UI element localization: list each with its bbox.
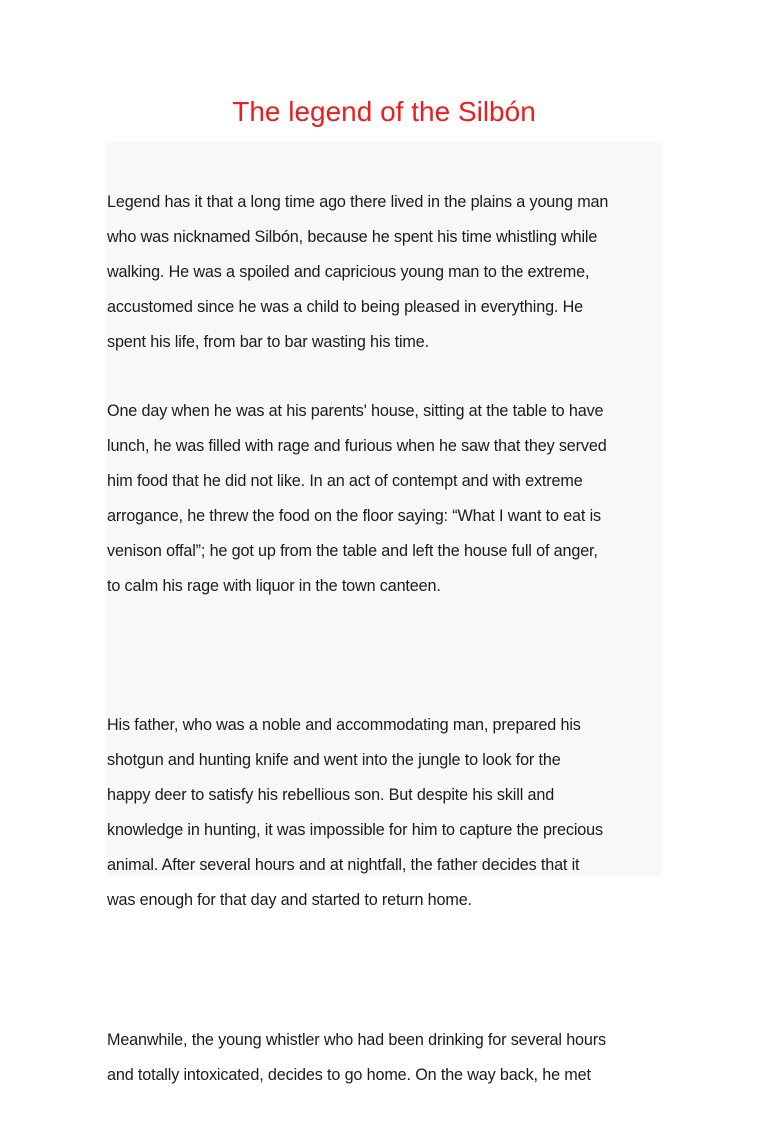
paragraph-spacer bbox=[107, 953, 662, 988]
paragraph-2: One day when he was at his parents' house, sitting at the table to have lunch, he was filled with rage and furious when he saw that they served him food that he did not like. In an act of contempt and with extreme arrogance, he threw the food on the floor saying: “What I want to eat is venison offal”; he got up from the table and left the house full of anger, to calm his rage with liquor in the town canteen. bbox=[107, 402, 607, 595]
body-text bbox=[106, 142, 662, 1127]
paragraph-spacer bbox=[107, 639, 662, 674]
paragraph-4: Meanwhile, the young whistler who had been drinking for several hours and totally intoxicated, decides to go home. On the way back, he met bbox=[107, 1030, 606, 1084]
paragraph-1: Legend has it that a long time ago there lived in the plains a young man who was nicknamed Silbón, because he spent his time whistling while walking. He was a spoiled and capricious young man to the extreme, accustomed since he was a child to being pleased in everything. He spent his life, from bar to bar wasting his time. bbox=[107, 192, 609, 351]
document-body bbox=[106, 142, 662, 1084]
paragraph-3: His father, who was a noble and accommodating man, prepared his shotgun and hunting knife and went into the jungle to look for the happy deer to satisfy his rebellious son. But despite his skill and knowledge in hunting, it was impossible for him to capture the precious animal. After several hours and at nightfall, the father decides that it was enough for that day and started to return home. bbox=[107, 716, 603, 910]
document-title: The legend of the Silbón bbox=[232, 96, 536, 127]
